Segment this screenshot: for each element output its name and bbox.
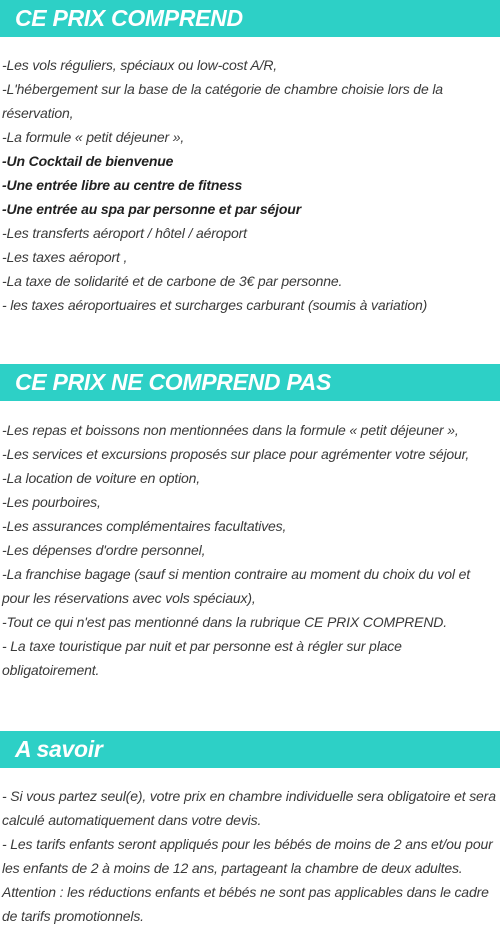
section-title: CE PRIX NE COMPREND PAS (0, 364, 500, 401)
list-item: -La location de voiture en option, (2, 470, 201, 486)
section-notes (0, 731, 500, 928)
list-item: -La taxe de solidarité et de carbone de 3€ par personne. (2, 273, 343, 289)
list-item: -Les pourboires, (2, 494, 101, 510)
list-item: -L'hébergement sur la base de la catégorie de chambre choisie lors de la réservation, (2, 81, 443, 121)
section-title: CE PRIX COMPREND (0, 0, 500, 37)
list-item: - Les tarifs enfants seront appliqués pour les bébés de moins de 2 ans et/ou pour les enfants de 2 à moins de 12 ans, partageant la chambre de deux adultes. (2, 836, 493, 876)
list-item: -Tout ce qui n'est pas mentionné dans la rubrique CE PRIX COMPREND. (2, 614, 447, 630)
list-item: -Les dépenses d'ordre personnel, (2, 542, 206, 558)
notes-list (0, 768, 500, 928)
section-title: A savoir (0, 731, 500, 768)
list-item: -Une entrée libre au centre de fitness (2, 177, 243, 193)
list-item: -Les assurances complémentaires facultatives, (2, 518, 287, 534)
list-item: -La formule « petit déjeuner », (2, 129, 185, 145)
list-item: -La franchise bagage (sauf si mention contraire au moment du choix du vol et pour les réservations avec vols spéciaux), (2, 566, 470, 606)
list-item: - Si vous partez seul(e), votre prix en chambre individuelle sera obligatoire et sera calculé automatiquement dans votre devis. (2, 788, 496, 828)
list-item: Attention : les réductions enfants et bébés ne sont pas applicables dans le cadre de tarifs promotionnels. (2, 884, 489, 924)
list-item: - les taxes aéroportuaires et surcharges carburant (soumis à variation) (2, 297, 428, 313)
list-item: -Une entrée au spa par personne et par séjour (2, 201, 302, 217)
list-item: -Les services et excursions proposés sur place pour agrémenter votre séjour, (2, 446, 470, 462)
includes-list (0, 37, 500, 317)
list-item: - La taxe touristique par nuit et par personne est à régler sur place obligatoirement. (2, 638, 402, 678)
list-item: -Un Cocktail de bienvenue (2, 153, 174, 169)
excludes-list (0, 401, 500, 682)
list-item: -Les vols réguliers, spéciaux ou low-cost A/R, (2, 57, 278, 73)
section-includes (0, 0, 500, 317)
list-item: -Les transferts aéroport / hôtel / aéroport (2, 225, 247, 241)
list-item: -Les repas et boissons non mentionnées dans la formule « petit déjeuner », (2, 422, 459, 438)
list-item: -Les taxes aéroport , (2, 249, 128, 265)
section-excludes (0, 364, 500, 682)
